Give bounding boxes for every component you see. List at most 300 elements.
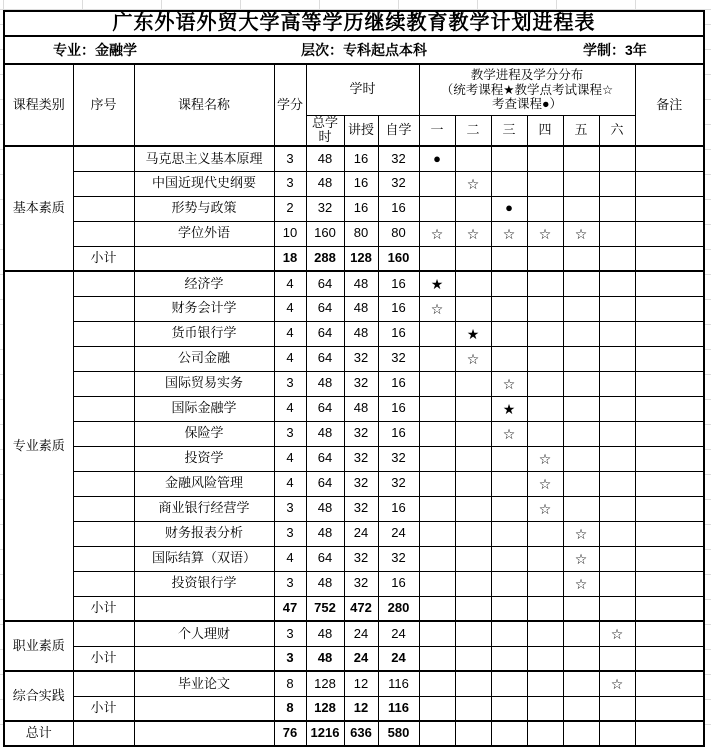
duration-field: 学制：3年 [583, 41, 647, 58]
credits-cell: 76 [274, 721, 306, 746]
lecture-hours-cell: 32 [344, 571, 378, 596]
total-hours-cell: 64 [306, 271, 344, 296]
header-term-1: 一 [419, 115, 455, 146]
total-label-cell: 总计 [4, 721, 73, 746]
plan-table-body [4, 11, 704, 746]
credits-cell: 3 [274, 371, 306, 396]
self-study-hours-cell: 24 [378, 646, 419, 671]
term-1-mark-cell [419, 346, 455, 371]
index-cell [73, 321, 134, 346]
header-row-1 [4, 64, 704, 115]
header-progress [419, 64, 635, 115]
header-term-6: 六 [599, 115, 635, 146]
subtotal-row [4, 246, 704, 271]
term-3-mark-cell [491, 571, 527, 596]
term-4-mark-cell [527, 346, 563, 371]
term-4-mark-cell: ☆ [527, 446, 563, 471]
term-6-mark-cell [599, 646, 635, 671]
term-2-mark-cell: ★ [455, 321, 491, 346]
credits-cell: 3 [274, 521, 306, 546]
credits-cell: 8 [274, 696, 306, 721]
self-study-hours-cell: 32 [378, 171, 419, 196]
course-row [4, 571, 704, 596]
self-study-hours-cell: 24 [378, 621, 419, 646]
term-6-mark-cell [599, 271, 635, 296]
total-hours-cell: 128 [306, 696, 344, 721]
term-4-mark-cell [527, 171, 563, 196]
remarks-cell [635, 321, 704, 346]
lecture-hours-cell: 12 [344, 696, 378, 721]
index-cell [73, 346, 134, 371]
remarks-cell [635, 521, 704, 546]
course-row [4, 321, 704, 346]
term-1-mark-cell [419, 496, 455, 521]
index-cell [73, 421, 134, 446]
course-name-cell: 投资银行学 [134, 571, 274, 596]
term-2-mark-cell [455, 546, 491, 571]
term-3-mark-cell: ☆ [491, 371, 527, 396]
header-index: 序号 [73, 64, 134, 146]
self-study-hours-cell: 116 [378, 696, 419, 721]
lecture-hours-cell: 128 [344, 246, 378, 271]
term-4-mark-cell [527, 321, 563, 346]
term-2-mark-cell [455, 421, 491, 446]
term-2-mark-cell [455, 696, 491, 721]
term-5-mark-cell [563, 371, 599, 396]
course-row [4, 496, 704, 521]
term-3-mark-cell [491, 321, 527, 346]
term-4-mark-cell [527, 646, 563, 671]
total-hours-cell: 64 [306, 296, 344, 321]
credits-cell: 4 [274, 546, 306, 571]
remarks-cell [635, 271, 704, 296]
term-2-mark-cell [455, 671, 491, 696]
term-1-mark-cell [419, 621, 455, 646]
index-cell [73, 721, 134, 746]
course-name-cell: 学位外语 [134, 221, 274, 246]
header-term-2: 二 [455, 115, 491, 146]
term-1-mark-cell [419, 196, 455, 221]
index-cell [73, 496, 134, 521]
self-study-hours-cell: 32 [378, 546, 419, 571]
term-5-mark-cell: ☆ [563, 521, 599, 546]
credits-cell: 3 [274, 621, 306, 646]
subtotal-label-cell: 小计 [73, 696, 134, 721]
index-cell [73, 171, 134, 196]
term-3-mark-cell [491, 671, 527, 696]
term-4-mark-cell: ☆ [527, 471, 563, 496]
term-1-mark-cell: ☆ [419, 221, 455, 246]
index-cell [73, 571, 134, 596]
lecture-hours-cell: 48 [344, 296, 378, 321]
term-1-mark-cell [419, 396, 455, 421]
self-study-hours-cell: 32 [378, 146, 419, 171]
term-4-mark-cell [527, 296, 563, 321]
remarks-cell [635, 646, 704, 671]
course-row [4, 296, 704, 321]
term-6-mark-cell [599, 696, 635, 721]
course-row [4, 421, 704, 446]
credits-cell: 4 [274, 396, 306, 421]
lecture-hours-cell: 48 [344, 321, 378, 346]
term-2-mark-cell [455, 646, 491, 671]
course-row [4, 196, 704, 221]
term-1-mark-cell [419, 646, 455, 671]
total-hours-cell: 32 [306, 196, 344, 221]
term-3-mark-cell [491, 521, 527, 546]
total-hours-cell: 48 [306, 571, 344, 596]
total-hours-cell: 128 [306, 671, 344, 696]
course-name-cell [134, 721, 274, 746]
self-study-hours-cell: 16 [378, 396, 419, 421]
term-6-mark-cell [599, 521, 635, 546]
header-category: 课程类别 [4, 64, 73, 146]
term-4-mark-cell [527, 721, 563, 746]
course-row [4, 671, 704, 696]
term-1-mark-cell [419, 246, 455, 271]
header-term-5: 五 [563, 115, 599, 146]
self-study-hours-cell: 32 [378, 471, 419, 496]
course-name-cell: 中国近现代史纲要 [134, 171, 274, 196]
remarks-cell [635, 696, 704, 721]
course-row [4, 396, 704, 421]
term-6-mark-cell [599, 246, 635, 271]
term-2-mark-cell: ☆ [455, 171, 491, 196]
term-5-mark-cell [563, 721, 599, 746]
header-total-hours: 总学时 [306, 115, 344, 146]
index-cell [73, 396, 134, 421]
remarks-cell [635, 396, 704, 421]
subtotal-row [4, 646, 704, 671]
term-5-mark-cell: ☆ [563, 546, 599, 571]
term-4-mark-cell [527, 521, 563, 546]
header-term-3: 三 [491, 115, 527, 146]
lecture-hours-cell: 32 [344, 346, 378, 371]
self-study-hours-cell: 16 [378, 421, 419, 446]
term-2-mark-cell [455, 196, 491, 221]
term-6-mark-cell [599, 721, 635, 746]
lecture-hours-cell: 24 [344, 621, 378, 646]
term-2-mark-cell [455, 596, 491, 621]
term-6-mark-cell [599, 396, 635, 421]
term-1-mark-cell [419, 671, 455, 696]
term-3-mark-cell [491, 496, 527, 521]
term-4-mark-cell [527, 196, 563, 221]
term-4-mark-cell: ☆ [527, 496, 563, 521]
header-hours: 学时 [306, 64, 419, 115]
subtotal-label-cell: 小计 [73, 646, 134, 671]
self-study-hours-cell: 16 [378, 321, 419, 346]
remarks-cell [635, 571, 704, 596]
term-3-mark-cell: ☆ [491, 421, 527, 446]
credits-cell: 10 [274, 221, 306, 246]
lecture-hours-cell: 32 [344, 371, 378, 396]
total-row [4, 721, 704, 746]
category-cell: 基本素质 [4, 146, 73, 271]
lecture-hours-cell: 636 [344, 721, 378, 746]
subtotal-row [4, 696, 704, 721]
credits-cell: 8 [274, 671, 306, 696]
course-row [4, 146, 704, 171]
self-study-hours-cell: 580 [378, 721, 419, 746]
course-name-cell: 国际金融学 [134, 396, 274, 421]
term-1-mark-cell [419, 721, 455, 746]
term-4-mark-cell [527, 571, 563, 596]
total-hours-cell: 64 [306, 346, 344, 371]
term-2-mark-cell [455, 721, 491, 746]
term-3-mark-cell: ★ [491, 396, 527, 421]
subtotal-row [4, 596, 704, 621]
term-5-mark-cell: ☆ [563, 571, 599, 596]
term-5-mark-cell [563, 296, 599, 321]
credits-cell: 4 [274, 346, 306, 371]
credits-cell: 18 [274, 246, 306, 271]
total-hours-cell: 48 [306, 371, 344, 396]
term-5-mark-cell [563, 321, 599, 346]
total-hours-cell: 48 [306, 646, 344, 671]
lecture-hours-cell: 48 [344, 271, 378, 296]
subtotal-label-cell: 小计 [73, 596, 134, 621]
self-study-hours-cell: 24 [378, 521, 419, 546]
term-1-mark-cell [419, 371, 455, 396]
term-6-mark-cell [599, 296, 635, 321]
total-hours-cell: 64 [306, 396, 344, 421]
term-2-mark-cell: ☆ [455, 221, 491, 246]
credits-cell: 2 [274, 196, 306, 221]
header-lecture-hours: 讲授 [344, 115, 378, 146]
header-remarks: 备注 [635, 64, 704, 146]
category-cell: 综合实践 [4, 671, 73, 721]
term-5-mark-cell [563, 271, 599, 296]
term-5-mark-cell [563, 696, 599, 721]
term-6-mark-cell [599, 146, 635, 171]
course-name-cell: 财务报表分析 [134, 521, 274, 546]
total-hours-cell: 48 [306, 621, 344, 646]
index-cell [73, 196, 134, 221]
lecture-hours-cell: 32 [344, 446, 378, 471]
term-3-mark-cell [491, 296, 527, 321]
course-name-cell: 货币银行学 [134, 321, 274, 346]
remarks-cell [635, 446, 704, 471]
lecture-hours-cell: 16 [344, 196, 378, 221]
lecture-hours-cell: 24 [344, 521, 378, 546]
lecture-hours-cell: 48 [344, 396, 378, 421]
credits-cell: 3 [274, 171, 306, 196]
course-name-cell: 保险学 [134, 421, 274, 446]
term-4-mark-cell [527, 396, 563, 421]
course-name-cell: 毕业论文 [134, 671, 274, 696]
term-2-mark-cell [455, 521, 491, 546]
term-1-mark-cell: ★ [419, 271, 455, 296]
course-name-cell: 马克思主义基本原理 [134, 146, 274, 171]
term-1-mark-cell [419, 596, 455, 621]
term-5-mark-cell [563, 146, 599, 171]
term-1-mark-cell [419, 546, 455, 571]
remarks-cell [635, 621, 704, 646]
term-3-mark-cell [491, 696, 527, 721]
remarks-cell [635, 671, 704, 696]
title-row [4, 11, 704, 36]
term-5-mark-cell [563, 396, 599, 421]
index-cell [73, 671, 134, 696]
self-study-hours-cell: 16 [378, 196, 419, 221]
self-study-hours-cell: 16 [378, 271, 419, 296]
term-1-mark-cell [419, 171, 455, 196]
term-3-mark-cell: ☆ [491, 221, 527, 246]
term-4-mark-cell [527, 371, 563, 396]
course-row [4, 346, 704, 371]
course-name-cell [134, 596, 274, 621]
lecture-hours-cell: 32 [344, 496, 378, 521]
term-6-mark-cell [599, 446, 635, 471]
term-1-mark-cell [419, 471, 455, 496]
term-2-mark-cell [455, 271, 491, 296]
major-field: 专业：金融学 [53, 41, 137, 58]
term-1-mark-cell [419, 446, 455, 471]
lecture-hours-cell: 16 [344, 146, 378, 171]
term-2-mark-cell [455, 296, 491, 321]
self-study-hours-cell: 16 [378, 296, 419, 321]
term-5-mark-cell: ☆ [563, 221, 599, 246]
credits-cell: 4 [274, 446, 306, 471]
remarks-cell [635, 246, 704, 271]
credits-cell: 47 [274, 596, 306, 621]
term-3-mark-cell [491, 346, 527, 371]
term-2-mark-cell [455, 496, 491, 521]
index-cell [73, 471, 134, 496]
term-6-mark-cell [599, 321, 635, 346]
course-row [4, 621, 704, 646]
term-6-mark-cell: ☆ [599, 621, 635, 646]
term-5-mark-cell [563, 246, 599, 271]
total-hours-cell: 48 [306, 171, 344, 196]
course-name-cell: 个人理财 [134, 621, 274, 646]
total-hours-cell: 64 [306, 546, 344, 571]
term-1-mark-cell: ☆ [419, 296, 455, 321]
term-6-mark-cell [599, 196, 635, 221]
term-1-mark-cell [419, 696, 455, 721]
self-study-hours-cell: 32 [378, 346, 419, 371]
term-4-mark-cell [527, 271, 563, 296]
credits-cell: 3 [274, 646, 306, 671]
index-cell [73, 546, 134, 571]
header-course-name: 课程名称 [134, 64, 274, 146]
remarks-cell [635, 296, 704, 321]
term-5-mark-cell [563, 421, 599, 446]
term-3-mark-cell: ● [491, 196, 527, 221]
course-row [4, 521, 704, 546]
course-name-cell: 公司金融 [134, 346, 274, 371]
index-cell [73, 446, 134, 471]
info-wrap [5, 37, 703, 63]
term-4-mark-cell [527, 696, 563, 721]
lecture-hours-cell: 24 [344, 646, 378, 671]
level-field: 层次：专科起点本科 [301, 41, 427, 58]
term-6-mark-cell [599, 171, 635, 196]
term-1-mark-cell [419, 571, 455, 596]
course-name-cell: 财务会计学 [134, 296, 274, 321]
progress-title: 教学进程及学分分布 [470, 68, 584, 83]
total-hours-cell: 64 [306, 446, 344, 471]
course-name-cell: 经济学 [134, 271, 274, 296]
term-5-mark-cell [563, 446, 599, 471]
course-row [4, 371, 704, 396]
credits-cell: 4 [274, 271, 306, 296]
lecture-hours-cell: 12 [344, 671, 378, 696]
term-4-mark-cell: ☆ [527, 221, 563, 246]
course-row [4, 221, 704, 246]
term-6-mark-cell [599, 371, 635, 396]
course-name-cell: 国际结算（双语） [134, 546, 274, 571]
term-6-mark-cell: ☆ [599, 671, 635, 696]
remarks-cell [635, 421, 704, 446]
credits-cell: 4 [274, 321, 306, 346]
subtotal-label-cell: 小计 [73, 246, 134, 271]
course-row [4, 171, 704, 196]
credits-cell: 3 [274, 571, 306, 596]
remarks-cell [635, 471, 704, 496]
term-6-mark-cell [599, 471, 635, 496]
course-name-cell: 形势与政策 [134, 196, 274, 221]
term-4-mark-cell [527, 596, 563, 621]
remarks-cell [635, 196, 704, 221]
term-2-mark-cell [455, 446, 491, 471]
course-row [4, 271, 704, 296]
term-5-mark-cell [563, 171, 599, 196]
index-cell [73, 221, 134, 246]
term-1-mark-cell [419, 521, 455, 546]
info-cell [4, 36, 704, 64]
term-2-mark-cell [455, 371, 491, 396]
term-1-mark-cell [419, 421, 455, 446]
lecture-hours-cell: 32 [344, 546, 378, 571]
course-name-cell: 国际贸易实务 [134, 371, 274, 396]
teaching-plan-table [3, 10, 705, 747]
self-study-hours-cell: 16 [378, 496, 419, 521]
total-hours-cell: 48 [306, 521, 344, 546]
term-2-mark-cell [455, 246, 491, 271]
term-4-mark-cell [527, 146, 563, 171]
remarks-cell [635, 721, 704, 746]
term-2-mark-cell [455, 571, 491, 596]
term-4-mark-cell [527, 621, 563, 646]
category-cell: 专业素质 [4, 271, 73, 621]
term-3-mark-cell [491, 471, 527, 496]
progress-legend: （统考课程★教学点考试课程☆考查课程●） [440, 82, 614, 111]
term-2-mark-cell [455, 396, 491, 421]
term-5-mark-cell [563, 196, 599, 221]
self-study-hours-cell: 160 [378, 246, 419, 271]
credits-cell: 4 [274, 296, 306, 321]
index-cell [73, 271, 134, 296]
remarks-cell [635, 221, 704, 246]
term-2-mark-cell [455, 471, 491, 496]
course-name-cell: 商业银行经营学 [134, 496, 274, 521]
term-3-mark-cell [491, 621, 527, 646]
term-3-mark-cell [491, 271, 527, 296]
header-self-study-hours: 自学 [378, 115, 419, 146]
term-3-mark-cell [491, 721, 527, 746]
header-term-4: 四 [527, 115, 563, 146]
course-name-cell [134, 246, 274, 271]
remarks-cell [635, 146, 704, 171]
term-6-mark-cell [599, 221, 635, 246]
term-3-mark-cell [491, 646, 527, 671]
term-3-mark-cell [491, 446, 527, 471]
term-6-mark-cell [599, 421, 635, 446]
term-3-mark-cell [491, 546, 527, 571]
term-3-mark-cell [491, 246, 527, 271]
